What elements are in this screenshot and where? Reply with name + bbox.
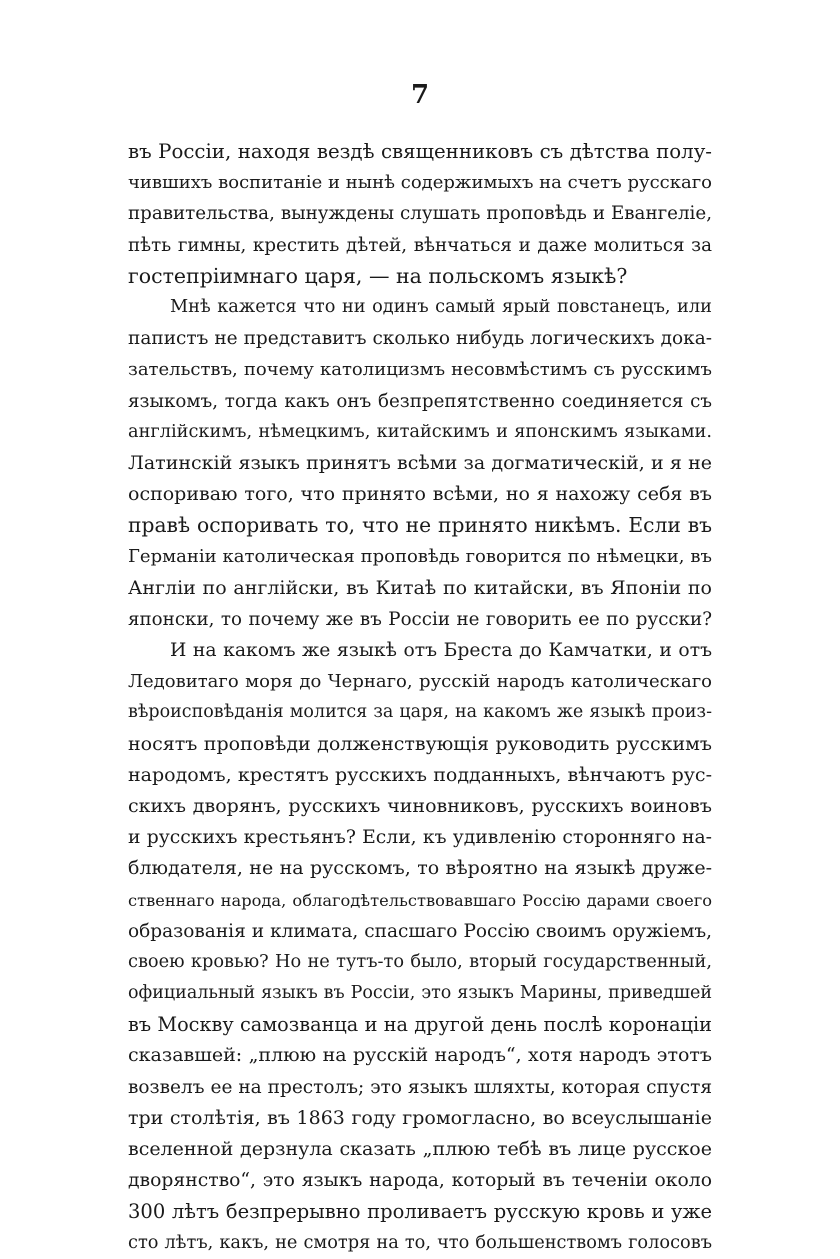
text-line: оспориваю того, что принято всѣми, но я нахожу себя въ [128,483,712,506]
text-line: возвелъ ее на престолъ; это языкъ шляхты, которая спустя [128,1076,712,1098]
text-line: И на какомъ же языкѣ отъ Бреста до Камчатки, и отъ [170,640,712,661]
text-line: въ Москву самозванца и на другой день послѣ коронаціи [128,1013,712,1037]
text-line: дворянство“, это языкъ народа, который въ теченіи около [128,1170,712,1192]
text-line: сто лѣтъ, какъ, не смотря на то, что большенствомъ голосовъ [128,1232,712,1253]
text-line: папистъ не представитъ сколько нибудь логическихъ дока- [128,328,712,350]
text-line: англійскимъ, нѣмецкимъ, китайскимъ и японскимъ языками. [128,421,712,442]
text-line: правѣ оспоривать то, что не принято никѣмъ. Если въ [128,513,712,538]
text-line: вѣроисповѣданія молится за царя, на какомъ же языкѣ произ- [128,702,712,723]
text-line: правительства, вынуждены слушать проповѣдь и Евангеліе, [128,203,712,225]
text-line: 300 лѣтъ безпрерывно проливаетъ русскую кровь и уже [128,1200,712,1224]
text-line: Мнѣ кажется что ни одинъ самый ярый повстанецъ, или [170,296,712,317]
text-line: зательствъ, почему католицизмъ несовмѣстимъ съ русскимъ [128,359,712,381]
text-line: скихъ дворянъ, русскихъ чиновниковъ, русскихъ воиновъ [128,794,712,817]
text-line: и русскихъ крестьянъ? Если, къ удивленію сторонняго на- [128,827,712,849]
text-line: Германіи католическая проповѣдь говорится по нѣмецки, въ [128,546,712,568]
text-line: Латинскій языкъ принятъ всѣми за догматическій, и я не [128,451,712,474]
text-line: Ледовитаго моря до Чернаго, русскій народъ католическаго [128,671,712,693]
body-text [128,136,712,1259]
text-line: три столѣтія, въ 1863 году громогласно, во всеуслышаніе [128,1106,712,1129]
text-line: народомъ, крестятъ русскихъ подданныхъ, вѣнчаютъ рус- [128,763,712,786]
text-line: образованія и климата, спасшаго Россію своимъ оружіемъ, [128,920,712,942]
text-line: въ Россіи, находя вездѣ священниковъ съ дѣтства полу- [128,140,712,163]
text-line: пѣть гимны, крестить дѣтей, вѣнчаться и даже молиться за [128,234,712,256]
text-line: носятъ проповѣди долженствующія руководить русскимъ [128,732,712,755]
text-line: японски, то почему же въ Россіи не говорить ее по русски? [128,608,712,630]
text-line: Англіи по англійски, въ Китаѣ по китайски, въ Японіи по [128,576,712,599]
text-line: ственнаго народа, облагодѣтельствовавшаго Россію дарами своего [128,890,712,910]
text-line: языкомъ, тогда какъ онъ безпрепятственно соединяется съ [128,390,712,412]
text-line: сказавшей: „плюю на русскій народъ“, хотя народъ этотъ [128,1044,712,1067]
text-line: вселенной дерзнула сказать „плюю тебѣ въ лице русское [128,1138,712,1160]
text-line: гостепріимнаго царя, — на польскомъ языкѣ? [128,263,628,288]
text-line: чившихъ воспитаніе и нынѣ содержимыхъ на счетъ русскаго [128,172,712,194]
text-line: блюдателя, не на русскомъ, то вѣроятно на языкѣ друже- [128,857,712,880]
text-line: своею кровью? Но не тутъ-то было, вторый государственный, [128,951,712,972]
page-number: 7 [410,80,430,110]
text-line: официальный языкъ въ Россіи, это языкъ Марины, приведшей [128,983,712,1004]
